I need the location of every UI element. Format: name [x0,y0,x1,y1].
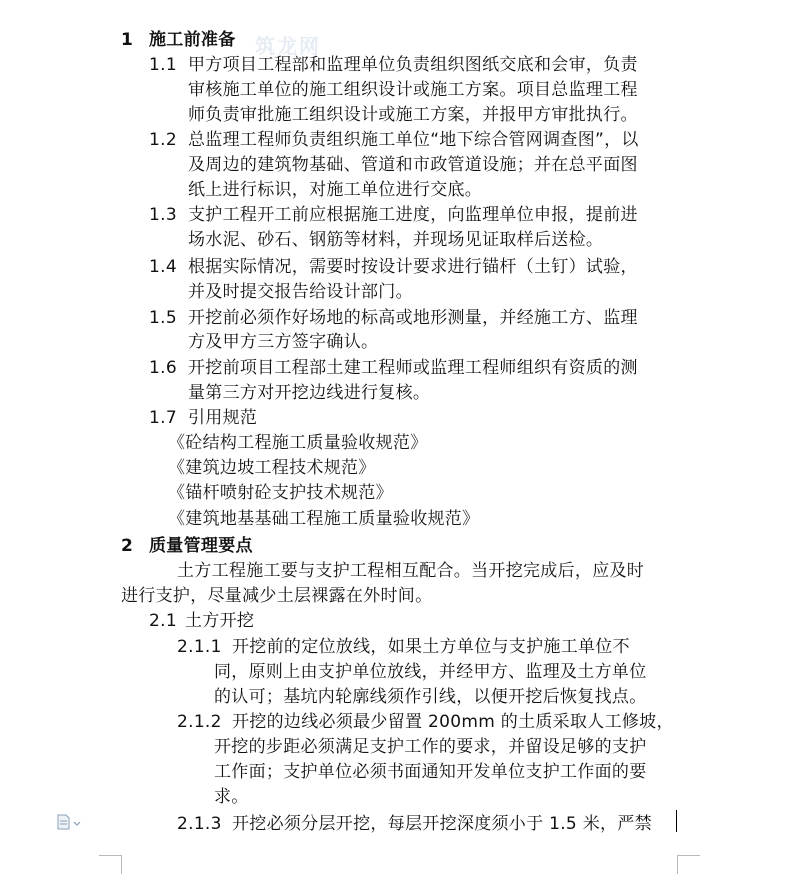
reference-item: 《砼结构工程施工质量验收规范》 [168,433,428,453]
clause-1-6-line-1 [149,356,638,380]
clause-text: 甲方项目工程部和监理单位负责组织图纸交底和会审，负责 [188,55,638,75]
text-cursor [676,810,677,832]
clause-text: 开挖前项目工程部土建工程师或监理工程师组织有资质的测 [188,358,638,378]
section-2-intro-line-2: 进行支护，尽量减少土层裸露在外时间。 [121,586,433,606]
clause-2-1-1-line-2: 同，原则上由支护单位放线，并经甲方、监理及土方单位 [214,662,647,682]
clause-number: 2.1.2 [177,712,222,732]
reference-item: 《建筑地基基础工程施工质量验收规范》 [168,509,480,529]
section-2-heading [121,534,253,558]
clause-1-1-line-3: 师负责审批施工组织设计或施工方案，并报甲方审批执行。 [188,105,638,125]
clause-title: 引用规范 [188,408,258,428]
clause-text: 开挖前的定位放线，如果土方单位与支护施工单位不 [232,637,630,657]
clause-2-1-2-line-2: 开挖的步距必须满足支护工作的要求，并留设足够的支护 [214,737,647,757]
clause-1-2-line-1 [149,128,639,152]
clause-number: 1.7 [149,408,177,428]
clause-1-5-line-1 [149,306,638,330]
section-2-intro-line-1: 土方工程施工要与支护工程相互配合。当开挖完成后，应及时 [177,561,645,581]
clause-text: 开挖前必须作好场地的标高或地形测量，并经施工方、监理 [188,308,638,328]
clause-2-1-2-line-3: 工作面；支护单位必须书面通知开发单位支护工作面的要 [214,762,647,782]
section-title: 施工前准备 [149,30,236,50]
clause-1-1-line-2: 审核施工单位的施工组织设计或施工方案。项目总监理工程 [188,80,638,100]
section-number: 1 [121,30,134,50]
clause-2-1-heading [149,609,254,633]
clause-1-4-line-2: 并及时提交报告给设计部门。 [188,282,413,302]
clause-1-5-line-2: 方及甲方三方签字确认。 [188,332,379,352]
clause-1-7-heading [149,406,257,430]
clause-text: 总监理工程师负责组织施工单位“地下综合管网调查图”，以 [188,130,639,150]
clause-2-1-3-line-1 [177,812,652,836]
clause-1-2-line-2: 及周边的建筑物基础、管道和市政管道设施；并在总平面图 [188,155,638,175]
margin-corner-mark-left [99,855,122,874]
clause-text: 根据实际情况，需要时按设计要求进行锚杆（土钉）试验， [188,257,638,277]
clause-text: 开挖必须分层开挖，每层开挖深度须小于 1.5 米，严禁 [232,814,652,834]
clause-1-1-line-1 [149,53,638,77]
reference-item: 《建筑边坡工程技术规范》 [168,458,376,478]
section-1-heading [121,28,236,52]
clause-1-3-line-2: 场水泥、砂石、钢筋等材料，并现场见证取样后送检。 [188,230,604,250]
clause-number: 1.6 [149,358,177,378]
section-title: 质量管理要点 [149,536,253,556]
clause-number: 1.4 [149,257,177,277]
clause-number: 2.1.3 [177,814,222,834]
clause-1-4-line-1 [149,255,638,279]
clause-text: 支护工程开工前应根据施工进度，向监理单位申报，提前进 [188,205,638,225]
clause-2-1-2-line-1 [177,710,674,734]
clause-number: 1.3 [149,205,177,225]
clause-title: 土方开挖 [185,611,255,631]
clause-1-2-line-3: 纸上进行标识，对施工单位进行交底。 [188,180,483,200]
clause-text: 开挖的边线必须最少留置 200mm 的土质采取人工修坡， [232,712,674,732]
reference-item: 《锚杆喷射砼支护技术规范》 [168,483,393,503]
section-number: 2 [121,536,134,556]
clause-2-1-1-line-3: 的认可；基坑内轮廓线须作引线，以便开挖后恢复找点。 [214,687,647,707]
margin-corner-mark-right [677,855,700,874]
clause-number: 2.1 [149,611,177,631]
clause-1-3-line-1 [149,203,638,227]
clause-2-1-2-line-4: 求。 [214,787,249,807]
clause-number: 2.1.1 [177,637,222,657]
clause-1-6-line-2: 量第三方对开挖边线进行复核。 [188,383,431,403]
clause-2-1-1-line-1 [177,635,630,659]
clause-number: 1.5 [149,308,177,328]
clause-number: 1.2 [149,130,177,150]
paste-options-icon[interactable] [56,814,82,830]
clause-number: 1.1 [149,55,177,75]
watermark-top: 筑龙网 [255,34,321,58]
